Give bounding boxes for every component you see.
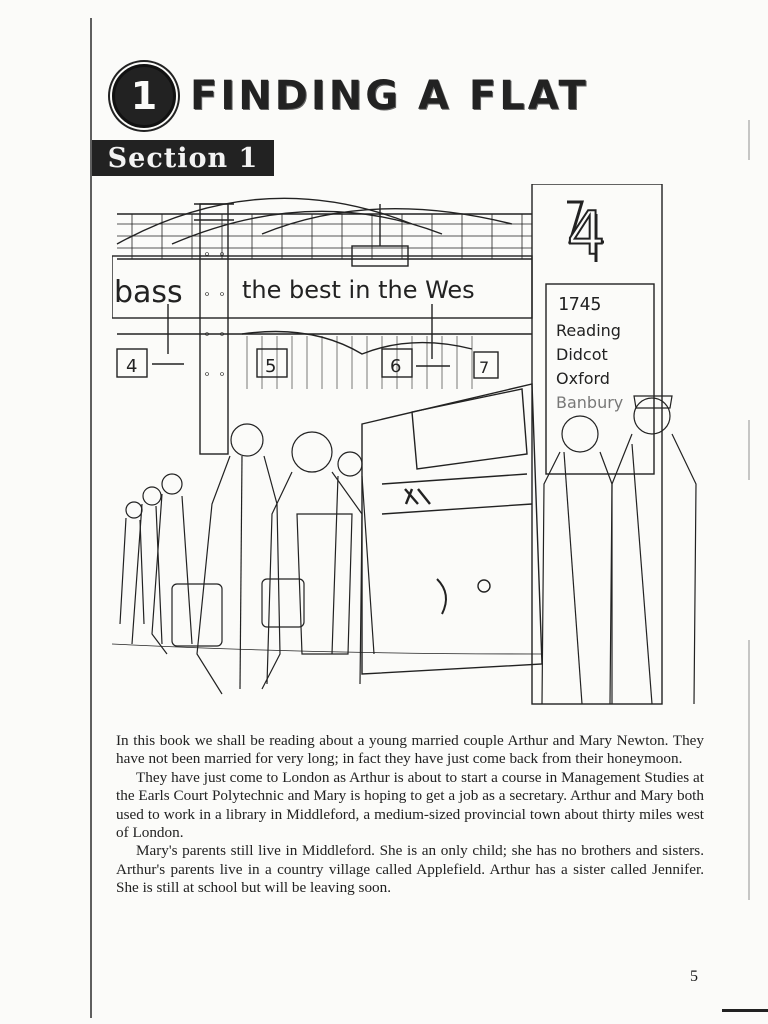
banner-text-left: bass bbox=[114, 275, 183, 310]
paragraph: They have just come to London as Arthur is about to start a course in Management Studies at the Earls Court Polytechnic and Mary is hoping to get a job as a secretary. Arthur and Mary both used to work in a library in Middleford, a medium-sized provincial town about thirty miles west of London. bbox=[116, 768, 704, 842]
platform-number-7: 7 bbox=[479, 358, 490, 377]
banner-text-right: the best in the Wes bbox=[242, 276, 475, 304]
page-title: FINDING A FLAT bbox=[190, 73, 589, 119]
paragraph: In this book we shall be reading about a young married couple Arthur and Mary Newton. They have not been married for very long; in fact they have just come back from their honeymoon. bbox=[116, 732, 704, 768]
board-stop-2: Didcot bbox=[556, 345, 608, 364]
board-time: 1745 bbox=[558, 294, 602, 315]
unit-number: 1 bbox=[130, 74, 158, 118]
platform-number-5: 5 bbox=[265, 356, 277, 377]
section-label: Section 1 bbox=[92, 140, 274, 176]
unit-heading bbox=[112, 64, 589, 128]
body-text bbox=[116, 732, 704, 898]
scan-speck bbox=[748, 120, 750, 160]
platform-sign-number: 4 bbox=[567, 199, 606, 269]
platform-number-6: 6 bbox=[390, 356, 402, 377]
board-stop-4: Banbury bbox=[556, 393, 624, 412]
scan-speck bbox=[748, 640, 750, 900]
paragraph: Mary's parents still live in Middleford. She is an only child; she has no brothers and sisters. Arthur's parents live in a country village called Applefield. Arthur has a sister called Jennifer. She is still at school but will be leaving soon. bbox=[116, 842, 704, 897]
scan-speck bbox=[748, 420, 750, 480]
station-illustration bbox=[112, 184, 702, 720]
corner-mark bbox=[722, 1009, 768, 1012]
platform-number-4: 4 bbox=[126, 356, 138, 377]
board-stop-3: Oxford bbox=[556, 369, 610, 388]
board-stop-1: Reading bbox=[556, 321, 621, 340]
unit-number-badge bbox=[112, 64, 176, 128]
page-number: 5 bbox=[690, 968, 698, 985]
